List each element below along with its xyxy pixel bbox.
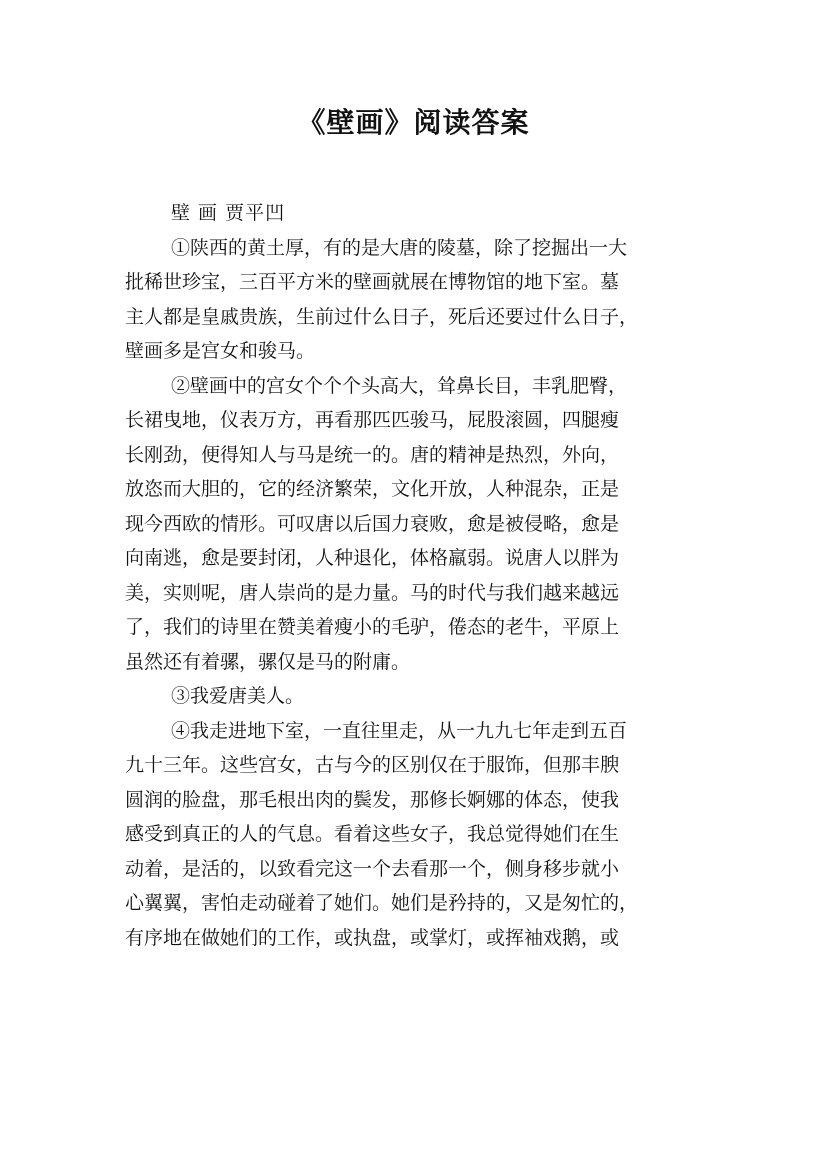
paragraph-4-line-4: 感受到真正的人的气息。看着这些女子，我总觉得她们在生	[125, 823, 620, 845]
paragraph-4-line-1: ④我走进地下室，一直往里走，从一九九七年走到五百	[171, 719, 628, 742]
paragraph-2-line-9: 虽然还有着骡，骡仅是马的附庸。	[125, 650, 411, 673]
paragraph-2-line-1: ②壁画中的宫女个个个头高大，耸鼻长目，丰乳肥臀，	[171, 374, 628, 397]
paragraph-2-line-3: 长刚劲，便得知人与马是统一的。唐的精神是热烈，外向，	[125, 443, 620, 466]
paragraph-2-line-7: 美，实则呢，唐人崇尚的是力量。马的时代与我们越来越远	[125, 581, 620, 604]
paragraph-4-line-5: 动着，是活的，以致看完这一个去看那一个，侧身移步就小	[125, 857, 620, 880]
paragraph-2-line-6: 向南逃，愈是要封闭，人种退化，体格羸弱。说唐人以胖为	[125, 547, 620, 569]
page-title: 《壁画》阅读答案	[297, 106, 530, 139]
article-byline: 壁 画 贾平凹	[171, 202, 286, 224]
paragraph-4-line-7: 有序地在做她们的工作，或执盘，或掌灯，或挥袖戏鹅，或	[125, 926, 620, 949]
paragraph-1-line-1: ①陕西的黄土厚，有的是大唐的陵墓，除了挖掘出一大	[171, 236, 628, 259]
paragraph-2-line-2: 长裙曳地，仪表万方，再看那匹匹骏马，屁股滚圆，四腿瘦	[125, 409, 620, 431]
paragraph-2-line-8: 了，我们的诗里在赞美着瘦小的毛驴，倦态的老牛，平原上	[125, 616, 620, 638]
paragraph-3-line-1: ③我爱唐美人。	[171, 685, 305, 707]
paragraph-4-line-2: 九十三年。这些宫女，古与今的区别仅在于服饰，但那丰腴	[125, 754, 620, 776]
paragraph-2-line-5: 现今西欧的情形。可叹唐以后国力衰败，愈是被侵略，愈是	[125, 512, 620, 535]
paragraph-2-line-4: 放恣而大胆的，它的经济繁荣，文化开放，人种混杂，正是	[125, 478, 620, 500]
paragraph-4-line-3: 圆润的脸盘，那毛根出肉的鬓发，那修长婀娜的体态，使我	[125, 788, 620, 811]
paragraph-1-line-3: 主人都是皇戚贵族，生前过什么日子，死后还要过什么日子，	[125, 305, 639, 328]
paragraph-1-line-2: 批稀世珍宝，三百平方米的壁画就展在博物馆的地下室。墓	[125, 271, 620, 293]
article-body	[125, 196, 715, 955]
paragraph-1-line-4: 壁画多是宫女和骏马。	[125, 340, 316, 362]
paragraph-4-line-6: 心翼翼，害怕走动碰着了她们。她们是矜持的，又是匆忙的，	[125, 892, 639, 914]
